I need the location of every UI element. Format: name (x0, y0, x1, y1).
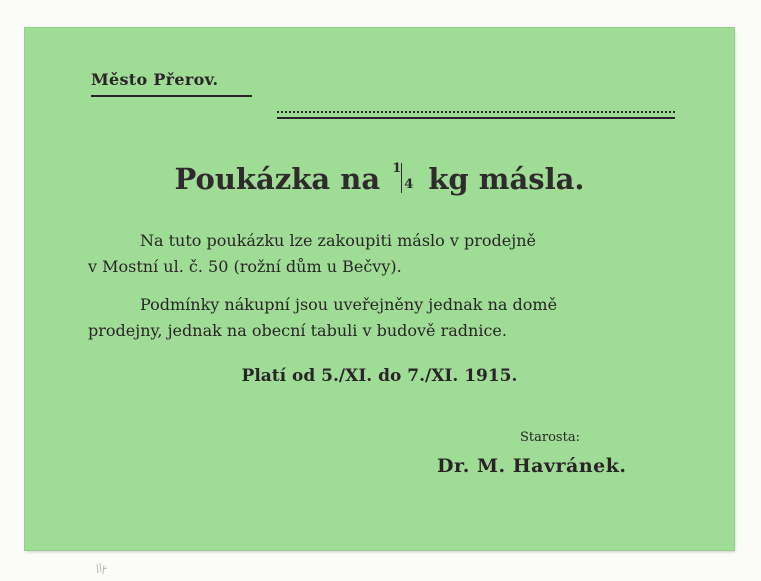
fraction-denominator: 4 (404, 177, 414, 192)
fraction-bar (401, 163, 402, 193)
paragraph-line: v Mostní ul. č. 50 (rožní dům u Bečvy). (88, 257, 402, 276)
number-dotted-line (277, 111, 675, 113)
voucher-title (25, 162, 734, 196)
number-solid-line (277, 117, 675, 119)
title-suffix: kg másla. (428, 162, 585, 196)
purchase-paragraph (88, 228, 683, 280)
pencil-mark (95, 561, 111, 575)
validity-period: Platí od 5./XI. do 7./XI. 1915. (241, 366, 518, 386)
quarter-fraction (392, 163, 414, 193)
city-heading: Město Přerov. (91, 70, 219, 89)
signatory-role: Starosta: (520, 430, 580, 445)
title-prefix: Poukázka na (174, 162, 381, 196)
city-underline (91, 95, 252, 97)
butter-voucher-card (25, 28, 734, 550)
paragraph-line: prodejny, jednak na obecní tabuli v budově radnice. (88, 321, 507, 340)
conditions-paragraph (88, 292, 683, 344)
paragraph-line: Podmínky nákupní jsou uveřejněny jednak na domě (140, 295, 558, 314)
fraction-numerator: 1 (392, 161, 402, 176)
paragraph-line: Na tuto poukázku lze zakoupiti máslo v prodejně (140, 231, 536, 250)
signatory-name: Dr. M. Havránek. (437, 455, 627, 477)
